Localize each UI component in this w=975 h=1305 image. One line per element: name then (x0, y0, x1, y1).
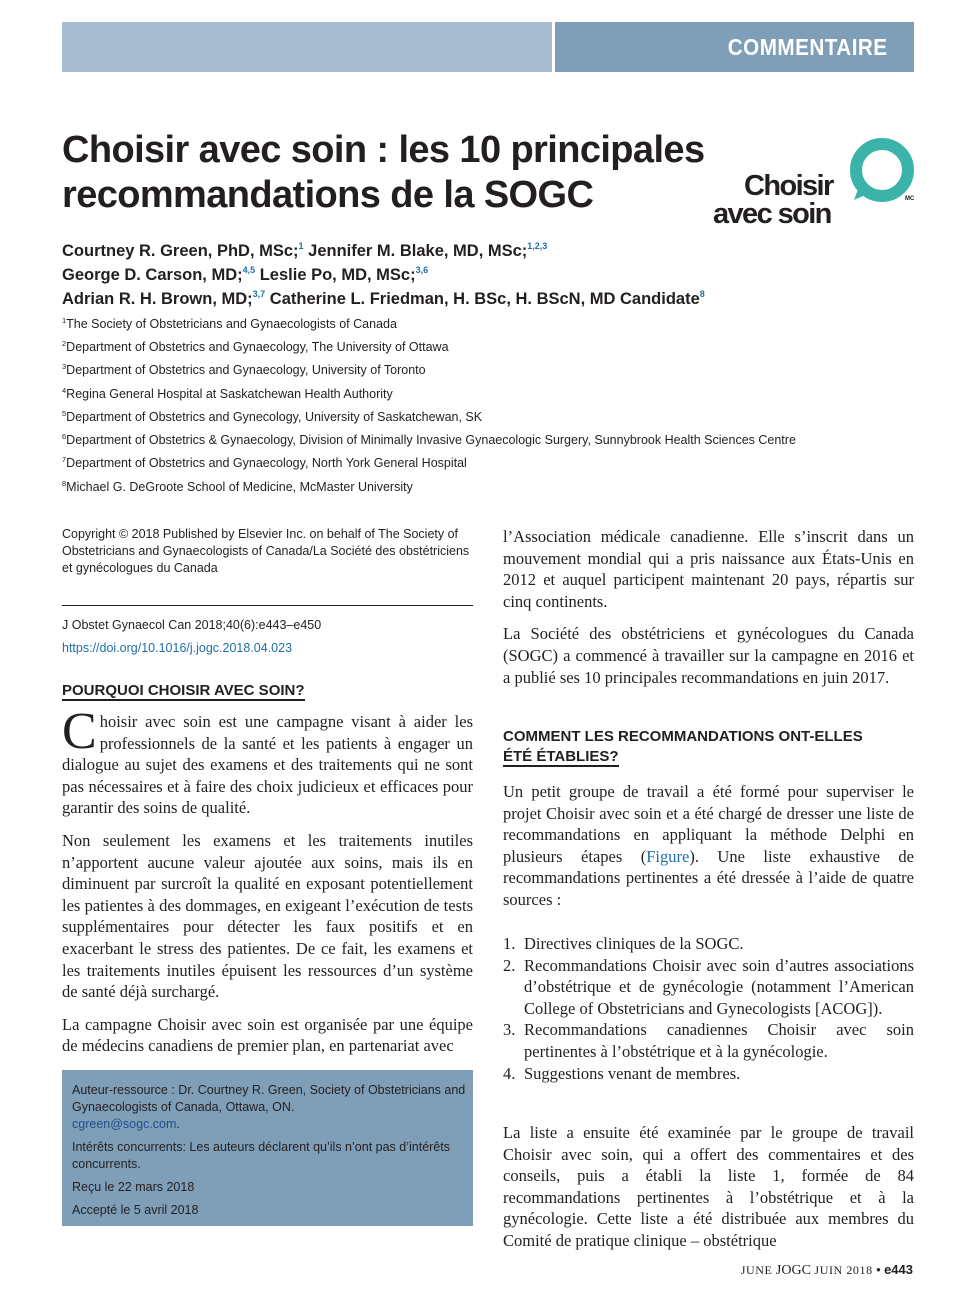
affiliation-number: 5 (62, 409, 67, 418)
footer-bullet: • (876, 1263, 881, 1277)
section-heading-text: POURQUOI CHOISIR AVEC SOIN? (62, 682, 305, 699)
author-resource-text: Auteur-ressource : Dr. Courtney R. Green, Society of Obstetricians and Gynaecologists of Canada, Ottawa, ON. (72, 1083, 466, 1114)
list-text: Recommandations Choisir avec soin d’autres associations d’obstétrique et de gynécologie (notamment l’American College of Obstetricians and Gynecologists [ACOG]). (524, 955, 914, 1018)
right-column-body-mid (503, 781, 914, 911)
footer-month-fr: JUIN (814, 1263, 843, 1277)
list-number: 4. (503, 1063, 516, 1083)
paragraph (503, 781, 914, 911)
paragraph-text: hoisir avec soin est une campagne visant à aider les professionnels de la santé et les patients à engager un dialogue au sujet des examens et des traitements qui ne sont pas nécessaires et à faire des choix judicieux et efficaces pour garantir des soins de qualité. (62, 712, 473, 818)
paragraph: l’Association médicale canadienne. Elle s’inscrit dans un mouvement mondial qui a pris naissance aux États-Unis en 2012 et auquel participent maintenant 20 pays, répartis sur cinq continents. (503, 527, 914, 611)
affiliation (62, 409, 482, 425)
page-number: e443 (884, 1262, 913, 1277)
divider (62, 605, 473, 606)
affiliation-text: Department of Obstetrics and Gynaecology, University of Toronto (66, 363, 426, 377)
affiliation-text: Department of Obstetrics & Gynaecology, Division of Minimally Invasive Gynaecologic Surgery, Sunnybrook Health Sciences Centre (66, 433, 796, 447)
list-item (503, 955, 914, 1020)
conflicts-of-interest: Intérêts concurrents: Les auteurs déclarent qu’ils n’ont pas d’intérêts concurrents. (72, 1140, 450, 1171)
received-date: Reçu le 22 mars 2018 (72, 1180, 195, 1194)
affiliation-number: 2 (62, 339, 67, 348)
author-info-box (62, 1070, 473, 1226)
footer-year: 2018 (846, 1263, 873, 1277)
copyright-notice: Copyright © 2018 Published by Elsevier Inc. on behalf of The Society of Obstetricians and Gynaecologists of Canada/La Société des obstétriciens et gynécologues du Canada (62, 527, 470, 575)
citation: J Obstet Gynaecol Can 2018;40(6):e443–e450 (62, 618, 322, 632)
author-affiliation-ref[interactable]: 1,2,3 (527, 241, 548, 251)
affiliation-text: Regina General Hospital at Saskatchewan Health Authority (66, 387, 393, 401)
article-title (62, 128, 742, 218)
list-number: 2. (503, 955, 516, 975)
drop-cap: C (62, 703, 97, 760)
header-band-right (555, 22, 914, 72)
left-column-body (62, 703, 473, 1057)
affiliation-number: 8 (62, 479, 67, 488)
author-info-content (72, 1082, 467, 1225)
page-footer (741, 1262, 913, 1279)
affiliation-text: Michael G. DeGroote School of Medicine, McMaster University (66, 480, 413, 494)
affiliation-text: Department of Obstetrics and Gynecology, University of Saskatchewan, SK (66, 410, 483, 424)
affiliation-text: The Society of Obstetricians and Gynaecologists of Canada (66, 317, 397, 331)
author: Adrian R. H. Brown, MD; (62, 290, 253, 308)
author-affiliation-ref[interactable]: 8 (699, 289, 705, 299)
paragraph: La liste a ensuite été examinée par le groupe de travail Choisir avec soin, qui a offert des commentaires et des conseils, puis a établi la liste 1, formée de 84 recommandations pertinentes à l’obstétrique et à la gynécologie. Cette liste a été distribuée aux membres du Comité de pratique clinique – obstétrique (503, 1123, 914, 1250)
paragraph: La campagne Choisir avec soin est organisée par une équipe de médecins canadiens de premier plan, en partenariat avec (62, 1014, 473, 1056)
affiliation-text: Department of Obstetrics and Gynaecology, North York General Hospital (66, 456, 467, 470)
affiliation-number: 4 (62, 386, 67, 395)
list-text: Recommandations canadiennes Choisir avec soin pertinentes à l’obstétrique et à la gynécologie. (524, 1020, 914, 1061)
logo-line-1: Choisir (744, 170, 833, 202)
author-affiliation-ref[interactable]: 4,5 (242, 265, 256, 275)
author: Leslie Po, MD, MSc; (259, 266, 416, 284)
affiliation (62, 362, 426, 378)
accepted-date: Accepté le 5 avril 2018 (72, 1203, 199, 1217)
author-list (62, 239, 922, 311)
list-number: 1. (503, 934, 516, 953)
email-suffix: . (176, 1117, 180, 1131)
doi-link[interactable]: https://doi.org/10.1016/j.jogc.2018.04.023 (62, 641, 293, 655)
footer-month-en: JUNE (740, 1263, 773, 1277)
sources-list (503, 933, 914, 1084)
author-resource (72, 1082, 467, 1133)
paragraph: Non seulement les examens et les traitements inutiles n’apportent aucune valeur ajoutée aux soins, mais ils en diminuent par surcroît la qualité en exposant potentiellement les patientes à des dommages, en exigeant l’exécution de tests supplémentaires pour détecter les faux positifs et en exacerbant le stress des patientes. De ce fait, les examens et les traitements inutiles épuisent les ressources d’un système de santé déjà surchargé. (62, 830, 473, 1002)
author-affiliation-ref[interactable]: 1 (298, 241, 304, 251)
paragraph (62, 703, 473, 819)
list-item (503, 933, 914, 955)
affiliation (62, 432, 796, 448)
author: Jennifer M. Blake, MD, MSc; (308, 242, 528, 260)
header-band-left (62, 22, 552, 72)
paragraph-text: Un petit groupe de travail a été formé pour superviser le projet Choisir avec soin et a été chargé de dresser une liste de recommandations en appliquant la méthode Delphi en plusieurs étapes ( (503, 782, 914, 866)
list-number: 3. (503, 1020, 516, 1040)
affiliation (62, 316, 397, 332)
section-label: COMMENTAIRE (728, 34, 888, 60)
affiliation-number: 7 (62, 455, 67, 464)
right-column-body-bottom (503, 1122, 914, 1252)
list-item (503, 1019, 914, 1062)
paragraph-text: ). Une liste exhaustive de recommandations pertinentes a été dressée à l’aide de quatre sources : (503, 846, 914, 909)
list-text: Directives cliniques de la SOGC. (524, 934, 744, 953)
list-text: Suggestions venant de membres. (524, 1063, 741, 1083)
author: George D. Carson, MD; (62, 266, 243, 284)
section-heading-text: ÉTÉ ÉTABLIES? (503, 748, 619, 765)
affiliation-text: Department of Obstetrics and Gynaecology, The University of Ottawa (66, 340, 449, 354)
author-affiliation-ref[interactable]: 3,7 (252, 289, 266, 299)
author-affiliation-ref[interactable]: 3,6 (415, 265, 429, 275)
affiliation-number: 1 (62, 316, 67, 325)
section-heading-how (503, 727, 863, 767)
logo-line-2: avec soin (713, 198, 831, 230)
title-line-2: recommandations de la SOGC (62, 174, 594, 216)
email-link[interactable]: cgreen@sogc.com (72, 1117, 177, 1131)
right-column-body-top (503, 526, 914, 688)
affiliation (62, 386, 393, 402)
affiliation-number: 3 (62, 362, 67, 371)
figure-link[interactable]: Figure (646, 846, 690, 866)
logo-mark: MC (905, 196, 915, 202)
footer-journal: JOGC (775, 1263, 811, 1278)
affiliation (62, 479, 413, 495)
list-item (503, 1063, 914, 1085)
paragraph: La Société des obstétriciens et gynécologues du Canada (SOGC) a commencé à travailler sur la campagne en 2016 et a publié ses 10 principales recommandations en juin 2017. (503, 624, 914, 687)
affiliation-number: 6 (62, 432, 67, 441)
affiliation (62, 455, 467, 471)
choisir-avec-soin-logo (710, 134, 920, 234)
author: Catherine L. Friedman, H. BSc, H. BScN, MD Candidate (269, 290, 700, 308)
section-heading-why (62, 681, 305, 701)
author: Courtney R. Green, PhD, MSc; (62, 242, 299, 260)
section-heading-text: COMMENT LES RECOMMANDATIONS ONT-ELLES (503, 728, 863, 745)
title-line-1: Choisir avec soin : les 10 principales (62, 129, 705, 171)
affiliation (62, 339, 449, 355)
